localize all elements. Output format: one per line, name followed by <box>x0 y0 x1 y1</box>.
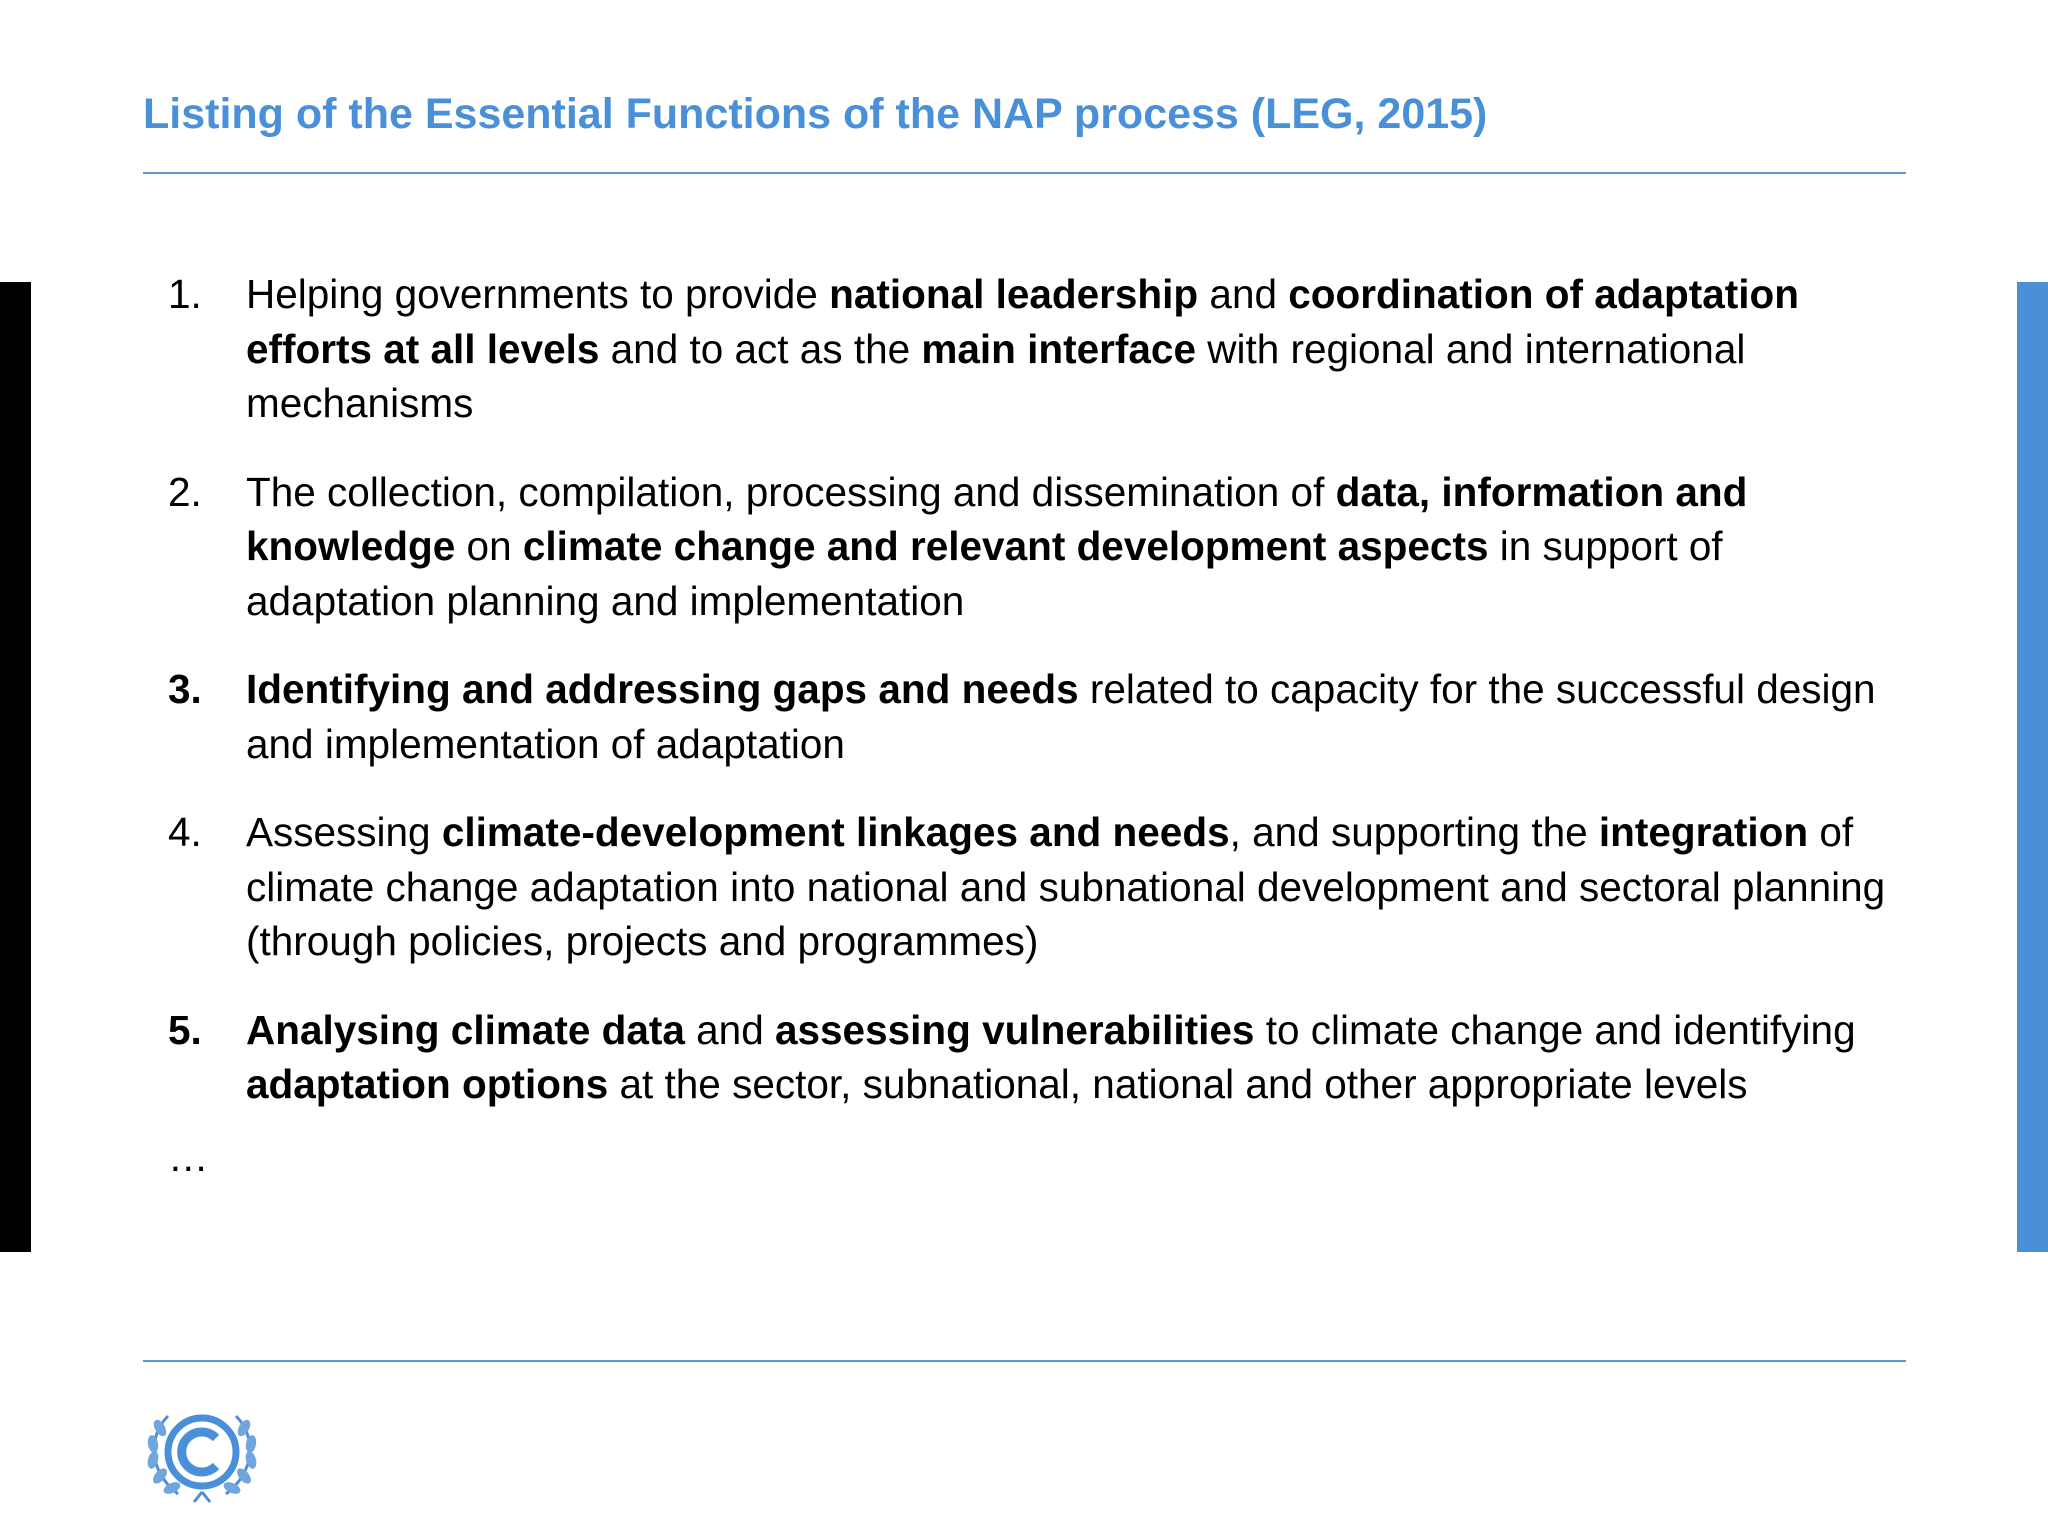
list-item <box>168 267 1888 431</box>
item-text-segment: in support of adaptation planning and implementation <box>246 523 1723 624</box>
item-text <box>246 805 1888 969</box>
item-number: 5. <box>168 1006 202 1053</box>
item-text-segment-bold: integration <box>1598 809 1809 855</box>
item-text-segment: Assessing <box>246 809 442 855</box>
item-text-segment-bold: main interface <box>921 325 1196 372</box>
item-text-segment-bold: coordination of adaptation efforts at all levels <box>246 271 1799 372</box>
list-item <box>168 465 1888 629</box>
item-text-segment-bold: assessing vulnerabilities <box>774 1006 1255 1053</box>
item-text-segment: The collection, compilation, processing and dissemination of <box>246 468 1336 515</box>
item-text-segment: related to capacity for the successful design and implementation of adaptation <box>246 666 1876 767</box>
list-item <box>168 662 1888 771</box>
item-number: 3. <box>168 666 202 712</box>
functions-list <box>168 267 1888 1184</box>
item-number: 2. <box>168 468 202 515</box>
item-number: 4. <box>168 809 202 855</box>
unfccc-emblem-icon <box>138 1396 266 1506</box>
item-text <box>246 267 1888 431</box>
item-text-segment: Helping governments to provide <box>246 271 830 317</box>
item-text-segment-bold: climate-development linkages and needs <box>441 809 1230 855</box>
item-text-segment: and <box>1198 271 1289 317</box>
list-item <box>168 805 1888 969</box>
item-text-segment: to climate change and identifying <box>1254 1006 1856 1053</box>
title-divider <box>143 172 1906 174</box>
item-text-segment: and to act as the <box>599 325 922 372</box>
item-text-segment: of climate change adaptation into national and subnational development and sectoral planning (through policies, projects and programmes) <box>246 809 1886 964</box>
item-text <box>246 465 1888 629</box>
item-number: 1. <box>168 271 202 317</box>
item-text-segment-bold: Identifying and addressing gaps and needs <box>246 666 1079 712</box>
footer-divider <box>143 1360 1906 1362</box>
slide-title: Listing of the Essential Functions of the NAP process (LEG, 2015) <box>143 90 1488 138</box>
item-text-segment: and <box>684 1006 775 1053</box>
right-edge-bar <box>2017 282 2048 1252</box>
left-edge-bar <box>0 282 31 1252</box>
item-text-segment: on <box>455 523 523 569</box>
item-text-segment-bold: Analysing climate data <box>246 1006 685 1053</box>
item-text-segment-bold: data, information and knowledge <box>246 468 1748 569</box>
item-text <box>246 1003 1888 1112</box>
item-text-segment: at the sector, subnational, national and other appropriate levels <box>608 1061 1748 1107</box>
item-text-segment-bold: adaptation options <box>246 1061 609 1107</box>
item-text-segment: , and supporting the <box>1229 809 1599 855</box>
item-text <box>246 662 1888 771</box>
list-item <box>168 1003 1888 1112</box>
item-text-segment: with regional and international mechanisms <box>246 325 1746 426</box>
item-text-segment-bold: national leadership <box>829 271 1199 317</box>
list-continuation-ellipsis: … <box>168 1133 209 1180</box>
item-text-segment-bold: climate change and relevant development aspects <box>522 523 1489 569</box>
